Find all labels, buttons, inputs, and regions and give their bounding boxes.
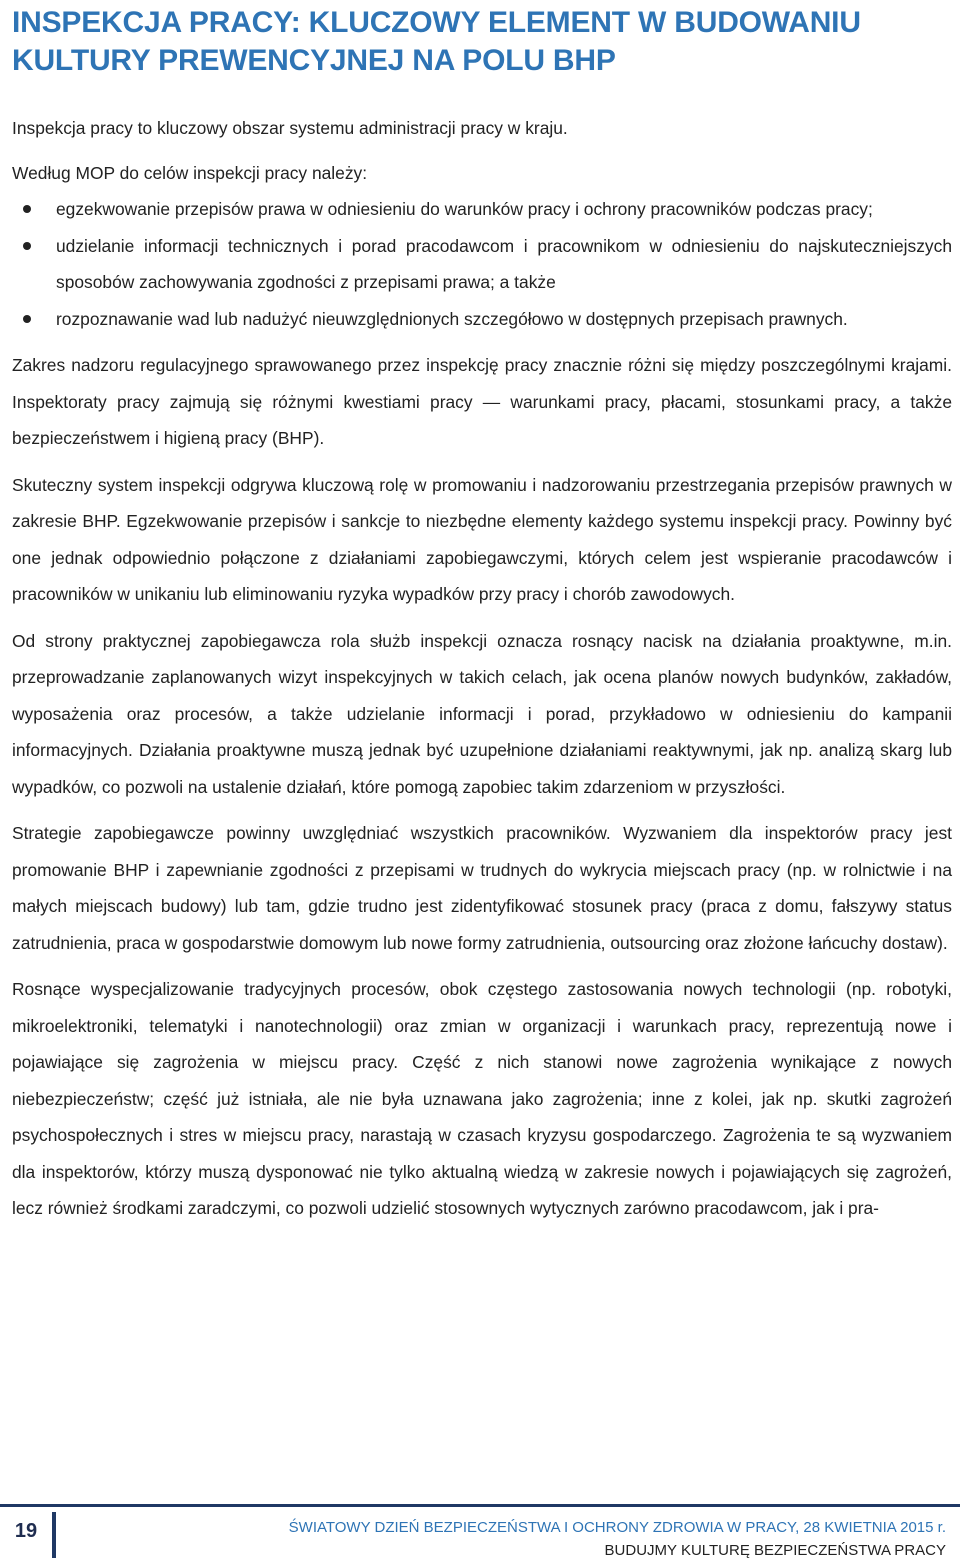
list-item (12, 228, 952, 301)
intro-paragraph: Inspekcja pracy to kluczowy obszar systemu administracji pracy w kraju. (12, 118, 568, 138)
bullet-icon (23, 315, 31, 323)
footer-event-title: ŚWIATOWY DZIEŃ BEZPIECZEŃSTWA I OCHRONY ZDROWIA W PRACY, 28 KWIETNIA 2015 r. (288, 1519, 946, 1536)
footer-text (289, 1516, 946, 1562)
page-footer (0, 1504, 960, 1562)
list-item-text: rozpoznawanie wad lub nadużyć nieuwzględnionych szczegółowo w dostępnych przepisach prawnych. (56, 308, 848, 329)
document-page (12, 0, 952, 1227)
page-title: INSPEKCJA PRACY: KLUCZOWY ELEMENT W BUDOWANIU KULTURY PREWENCYJNEJ NA POLU BHP (12, 6, 861, 77)
mop-lead-paragraph: Według MOP do celów inspekcji pracy należy: (12, 162, 368, 183)
bullet-icon (23, 205, 31, 213)
footer-divider (0, 1504, 960, 1507)
list-item-text: egzekwowanie przepisów prawa w odniesieniu do warunków pracy i ochrony pracowników podczas pracy; (56, 199, 873, 219)
body-paragraph: Zakres nadzoru regulacyjnego sprawowanego przez inspekcję pracy znacznie różni się między poszczególnymi krajami. Inspektoraty pracy zajmują się różnymi kwestiami pracy — warunkami pracy, płacami, stosunkami pracy, a także bezpieczeństwem i higieną pracy (BHP). (12, 355, 952, 448)
list-item (12, 301, 952, 338)
body-paragraph: Od strony praktycznej zapobiegawcza rola służb inspekcji oznacza rosnący nacisk na działania proaktywne, m.in. przeprowadzanie zaplanowanych wizyt inspekcyjnych w takich celach, jak ocena planów nowych budynków, zakładów, wyposażenia oraz procesów, a także udzielanie informacji i porad, przykładowo w odniesieniu do kampanii informacyjnych. Działania proaktywne muszą jednak być uzupełnione działaniami reaktywnymi, jak np. analizą skarg lub wypadków, co pozwoli na ustalenie działań, które pomogą zapobiec takim zdarzeniom w przyszłości. (12, 630, 952, 797)
footer-campaign-slogan: BUDUJMY KULTURĘ BEZPIECZEŃSTWA PRACY (604, 1542, 946, 1559)
body-paragraph: Skuteczny system inspekcji odgrywa kluczową rolę w promowaniu i nadzorowaniu przestrzegania przepisów prawnych w zakresie BHP. Egzekwowanie przepisów i sankcje to niezbędne elementy każdego systemu inspekcji pracy. Powinny być one jednak odpowiednio połączone z działaniami zapobiegawczymi, których celem jest wspieranie pracodawców i pracowników w unikaniu lub eliminowaniu ryzyka wypadków przy pracy i chorób zawodowych. (12, 474, 952, 604)
list-item (12, 191, 952, 228)
list-item-text: udzielanie informacji technicznych i porad pracodawcom i pracownikom w odniesieniu do najskuteczniejszych sposobów zachowywania zgodności z przepisami prawa; a także (56, 235, 952, 292)
body-paragraph: Strategie zapobiegawcze powinny uwzględniać wszystkich pracowników. Wyzwaniem dla inspektorów pracy jest promowanie BHP i zapewnianie zgodności z przepisami w trudnych do wykrycia miejscach pracy (np. w rolnictwie i na małych miejscach budowy) lub tam, gdzie trudno jest zidentyfikować stosunek pracy (praca z domu, fałszywy status zatrudnienia, praca w gospodarstwie domowym lub nowe formy zatrudnienia, outsourcing oraz złożone łańcuchy dostaw). (12, 823, 952, 953)
body-paragraph: Rosnące wyspecjalizowanie tradycyjnych procesów, obok częstego zastosowania nowych technologii (np. robotyki, mikroelektroniki, telematyki i nanotechnologii) oraz zmian w organizacji i warunkach pracy, reprezentują nowe i pojawiające się zagrożenia w miejscu pracy. Część z nich stanowi nowe zagrożenia wynikające z nowych niebezpieczeństw; część już istniała, ale nie była uznawana jako zagrożenia; inne z kolei, jak np. skutki zagrożeń psychospołecznych i stres w miejscu pracy, narastają w czasach kryzysu gospodarczego. Zagrożenia te są wyzwaniem dla inspektorów, którzy muszą dysponować nie tylko aktualną wiedzą w zakresie nowych i pojawiających się zagrożeń, lecz również środkami zaradczymi, co pozwoli udzielić stosownych wytycznych zarówno pracodawcom, jak i pra- (12, 979, 952, 1218)
mop-goals-list (12, 191, 952, 337)
footer-vertical-bar (52, 1512, 56, 1558)
page-number: 19 (14, 1520, 38, 1542)
bullet-icon (23, 242, 31, 250)
